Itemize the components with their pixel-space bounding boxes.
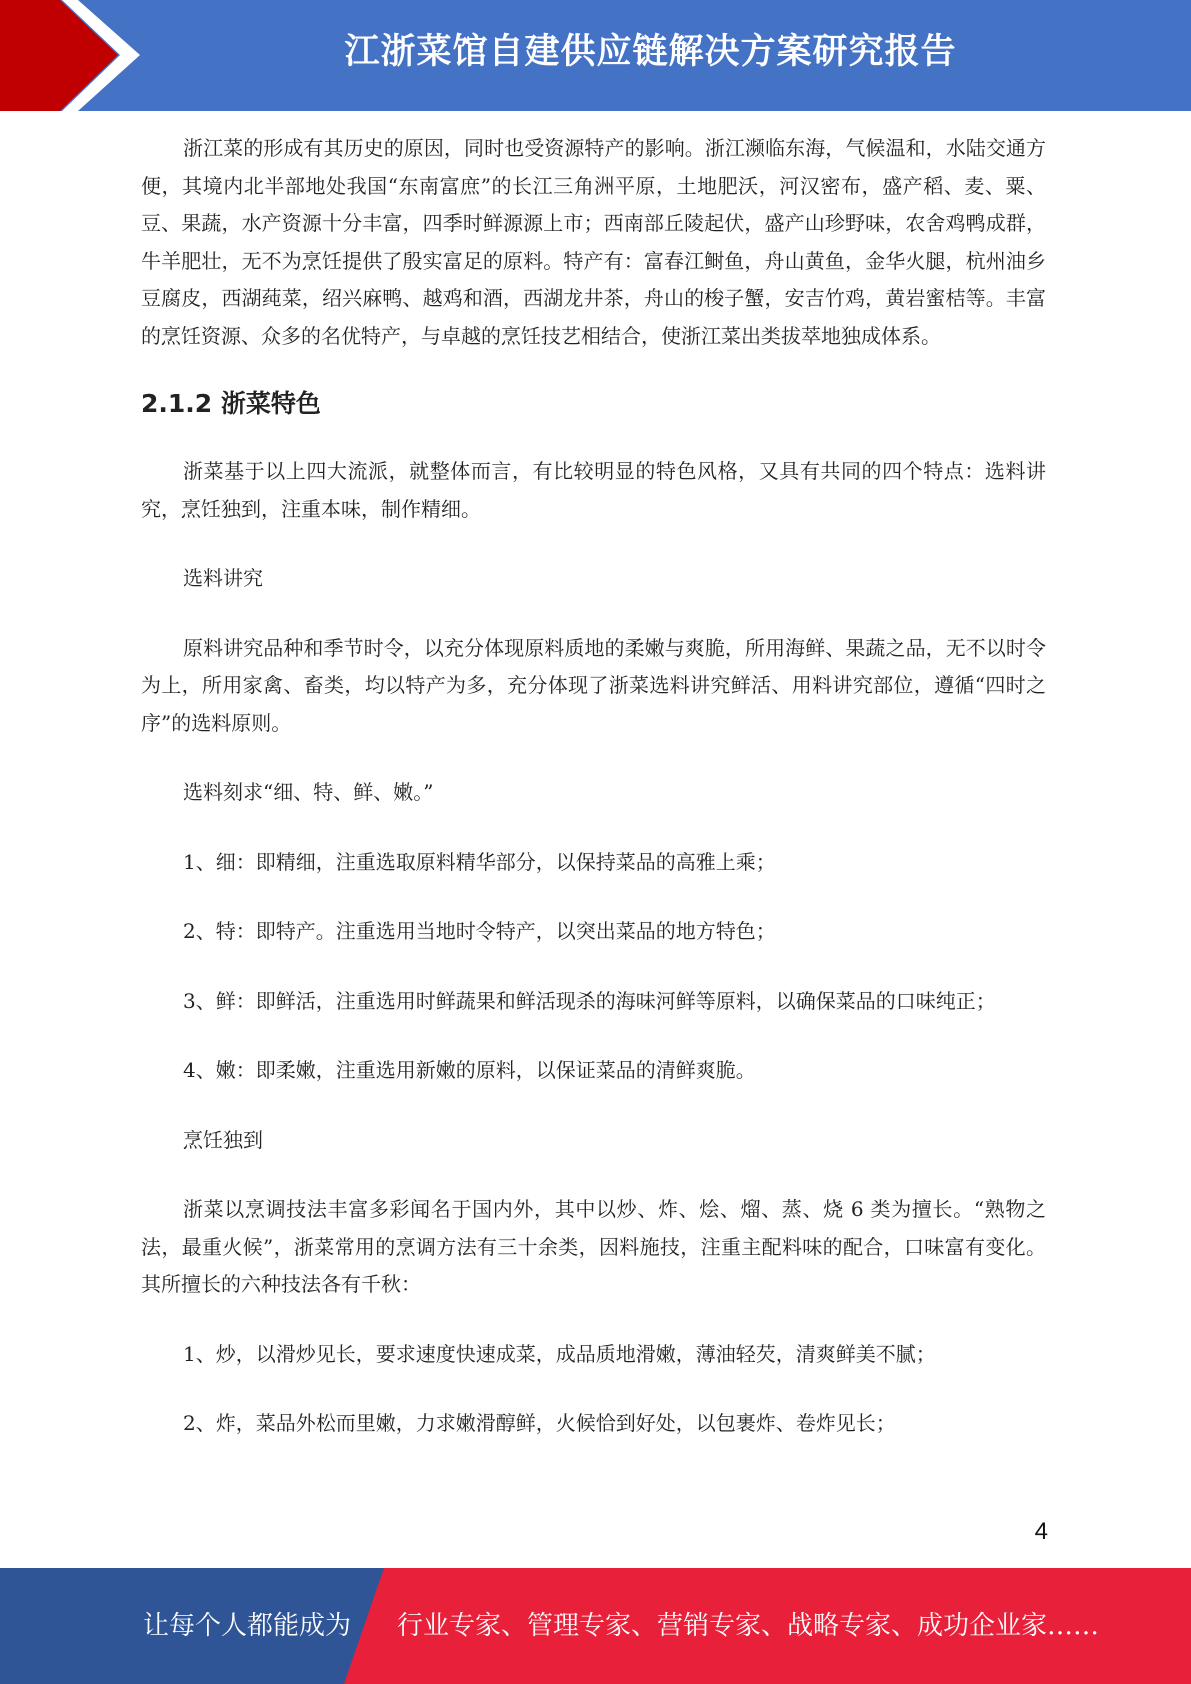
footer-slogan-left: 让每个人都能成为 [143,1611,352,1641]
page-footer [0,1568,1191,1684]
list-item: 3、鲜：即鲜活，注重选用时鲜蔬果和鲜活现杀的海味河鲜等原料，以确保菜品的口味纯正； [183,988,996,1013]
subsection-title-cooking: 烹饪独到 [183,1127,263,1152]
list-item: 2、特：即特产。注重选用当地时令特产，以突出菜品的地方特色； [183,919,776,943]
report-title: 江浙菜馆自建供应链解决方案研究报告 [344,32,957,72]
cooking-paragraph: 浙菜以烹调技法丰富多彩闻名于国内外，其中以炒、炸、烩、熘、蒸、烧 6 类为擅长。“熟物之法，最重火候”，浙菜常用的烹调方法有三十余类，因料施技，注重主配料味的配合，口味富有变化。其所擅长的六种技法各有千秋： [141,1197,1046,1296]
list-item: 2、炸，菜品外松而里嫩，力求嫩滑醇鲜，火候恰到好处，以包裹炸、卷炸见长； [183,1411,896,1435]
intro-paragraph: 浙江菜的形成有其历史的原因，同时也受资源特产的影响。浙江濒临东海，气候温和，水陆交通方便，其境内北半部地处我国“东南富庶”的长江三角洲平原，土地肥沃，河汉密布，盛产稻、麦、粟、豆、果蔬，水产资源十分丰富，四季时鲜源源上市；西南部丘陵起伏，盛产山珍野味，农舍鸡鸭成群，牛羊肥壮，无不为烹饪提供了殷实富足的原料。特产有：富春江鲥鱼，舟山黄鱼，金华火腿，杭州油乡豆腐皮，西湖莼菜，绍兴麻鸭、越鸡和酒，西湖龙井茶，舟山的梭子蟹，安吉竹鸡，黄岩蜜桔等。丰富的烹饪资源、众多的名优特产，与卓越的烹饪技艺相结合，使浙江菜出类拔萃地独成体系。 [141,136,1046,348]
header-arrow-decoration [0,0,160,111]
selection-lead: 选料刻求“细、特、鲜、嫩。” [183,780,434,804]
page-content [141,130,1046,1443]
footer-slogan-right: 行业专家、管理专家、营销专家、战略专家、成功企业家…… [397,1611,1100,1641]
list-item: 1、细：即精细，注重选取原料精华部分，以保持菜品的高雅上乘； [183,849,776,874]
selection-paragraph: 原料讲究品种和季节时令，以充分体现原料质地的柔嫩与爽脆，所用海鲜、果蔬之品，无不以时令为上，所用家禽、畜类，均以特产为多，充分体现了浙菜选料讲究鲜活、用料讲究部位，遵循“四时之序”的选料原则。 [141,635,1046,735]
list-item: 1、炒，以滑炒见长，要求速度快速成菜，成品质地滑嫩，薄油轻芡，清爽鲜美不腻； [183,1341,936,1366]
page-header [0,0,1191,111]
subsection-title-selection: 选料讲究 [183,566,263,590]
section-intro-paragraph: 浙菜基于以上四大流派，就整体而言，有比较明显的特色风格，又具有共同的四个特点：选料讲究，烹饪独到，注重本味，制作精细。 [141,459,1046,521]
section-heading: 2.1.2 浙菜特色 [141,389,321,418]
list-item: 4、嫩：即柔嫩，注重选用新嫩的原料，以保证菜品的清鲜爽脆。 [183,1058,756,1082]
page-number: 4 [1034,1518,1048,1545]
